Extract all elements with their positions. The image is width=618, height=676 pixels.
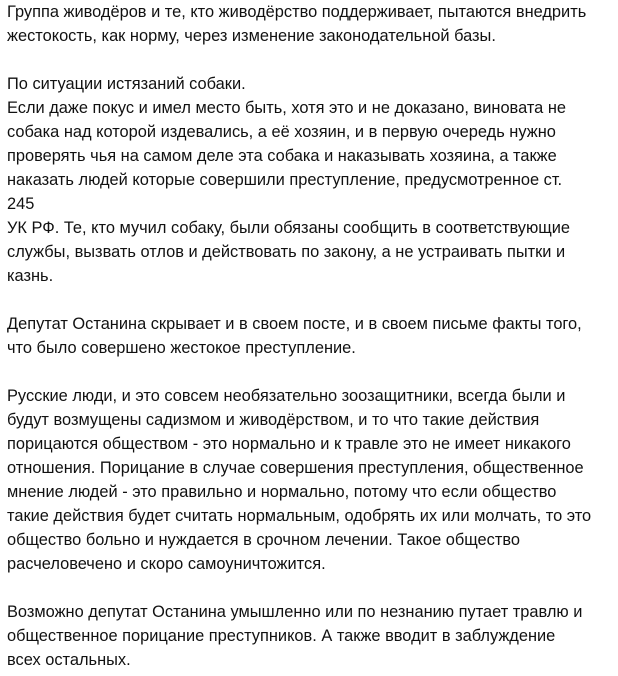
- paragraph-gap: [7, 288, 612, 312]
- text-line: такие действия будет считать нормальным, одобрять их или молчать, то это: [7, 507, 592, 525]
- paragraph-gap: [7, 360, 612, 384]
- text-line: казнь.: [7, 267, 54, 285]
- text-line: отношения. Порицание в случае совершения преступления, общественное: [7, 459, 584, 477]
- text-line: наказать людей которые совершили преступление, предусмотренное ст.: [7, 171, 563, 189]
- text-line: УК РФ. Те, кто мучил собаку, были обязаны сообщить в соответствующие: [7, 219, 571, 237]
- text-line: Возможно депутат Останина умышленно или по незнанию путает травлю и: [7, 603, 583, 621]
- text-line: 245: [7, 195, 35, 213]
- paragraph-gap: [7, 48, 612, 72]
- text-line: Группа живодёров и те, кто живодёрство поддерживает, пытаются внедрить: [7, 3, 587, 21]
- text-line: порицаются обществом - это нормально и к травле это не имеет никакого: [7, 435, 571, 453]
- text-line: общественное порицание преступников. А также вводит в заблуждение: [7, 627, 556, 645]
- text-line: собака над которой издевались, а её хозяин, и в первую очередь нужно: [7, 123, 556, 141]
- text-line: всех остальных.: [7, 651, 131, 669]
- text-line: По ситуации истязаний собаки.: [7, 75, 246, 93]
- text-line: Депутат Останина скрывает и в своем посте, и в своем письме факты того,: [7, 315, 582, 333]
- paragraph-gap: [7, 576, 612, 600]
- text-line: расчеловечено и скоро самоуничтожится.: [7, 555, 326, 573]
- text-line: общество больно и нуждается в срочном лечении. Такое общество: [7, 531, 520, 549]
- text-line: мнение людей - это правильно и нормально, потому что если общество: [7, 483, 557, 501]
- text-line: проверять чья на самом деле эта собака и наказывать хозяина, а также: [7, 147, 557, 165]
- text-line: службы, вызвать отлов и действовать по закону, а не устраивать пытки и: [7, 243, 566, 261]
- text-line: что было совершено жестокое преступление.: [7, 339, 356, 357]
- text-line: будут возмущены садизмом и живодёрством, и то что такие действия: [7, 411, 540, 429]
- text-line: Если даже покус и имел место быть, хотя это и не доказано, виновата не: [7, 99, 567, 117]
- text-line: Русские люди, и это совсем необязательно зоозащитники, всегда были и: [7, 387, 566, 405]
- text-line: жестокость, как норму, через изменение законодательной базы.: [7, 27, 496, 45]
